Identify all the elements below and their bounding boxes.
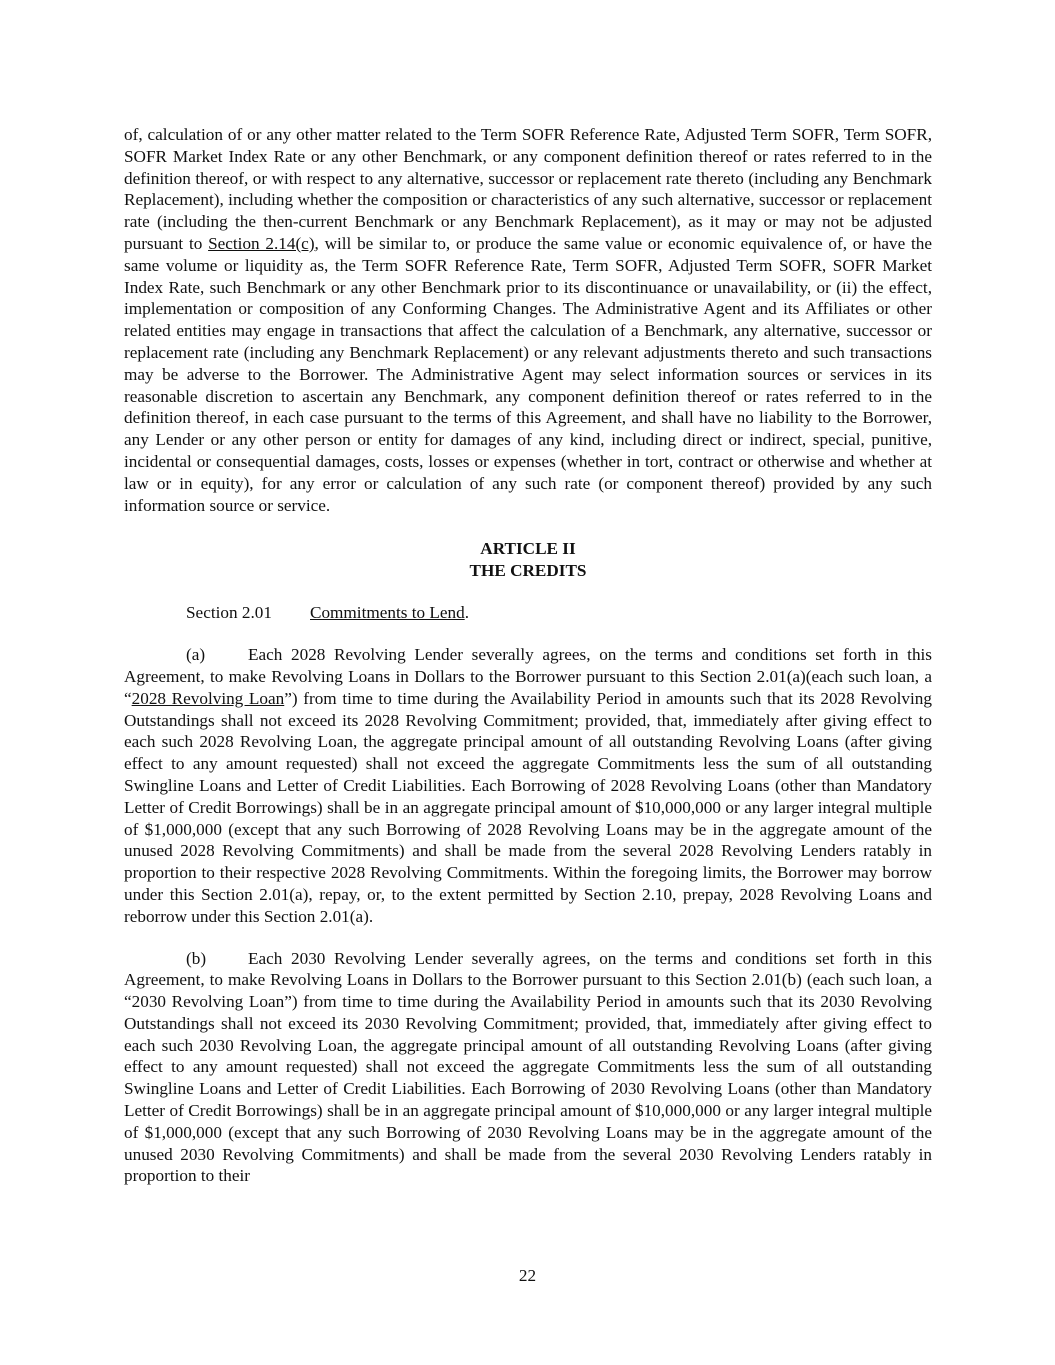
section-title-period: . (464, 603, 469, 623)
section-title: Commitments to Lend (310, 603, 465, 623)
section-2-14c-reference: Section 2.14(c) (208, 233, 315, 253)
article-number: ARTICLE II (480, 539, 576, 559)
intro-text-part2: , will be similar to, or produce the same value or economic equivalence of, or have the same volume or liquidity as, the Term SOFR Reference Rate, Term SOFR, Adjusted Term SOFR, SOFR Market Index Rate, such Benchmark or any other Benchmark prior to its discontinuance or unavailability, or (ii) the effect, implementation or composition of any Conforming Changes. The Administrative Agent and its Affiliates or other related entities may engage in transactions that affect the calculation of a Benchmark, any alternative, successor or replacement rate (including any Benchmark Replacement) or any relevant adjustments thereto and such transactions may be adverse to the Borrower. The Administrative Agent may select information sources or services in its reasonable discretion to ascertain any Benchmark, any component definition thereof or rates referred to in the definition thereof, in each case pursuant to the terms of this Agreement, and shall have no liability to the Borrower, any Lender or any other person or entity for damages of any kind, including direct or indirect, special, punitive, incidental or consequential damages, costs, losses or expenses (whether in tort, contract or otherwise and whether at law or in equity), for any error or calculation of any such rate (or component thereof) provided by any such information source or service. (124, 233, 933, 515)
clause-b-label: (b) (186, 948, 207, 968)
clause-b-text: Each 2030 Revolving Lender severally agrees, on the terms and conditions set forth in this Agreement, to make Revolving Loans in Dollars to the Borrower pursuant to this Section 2.01(b) (each such loan, a “2030 Revolving Loan”) from time to time during the Availability Period in amounts such that its 2030 Revolving Outstandings shall not exceed its 2030 Revolving Commitment; provided, that, immediately after giving effect to each such 2030 Revolving Loan, the aggregate principal amount of all outstanding Revolving Loans (after giving effect to any amount requested) shall not exceed the aggregate Commitments less the sum of all outstanding Swingline Loans and Letter of Credit Liabilities. Each Borrowing of 2030 Revolving Loans (other than Mandatory Letter of Credit Borrowings) shall be in an aggregate principal amount of $10,000,000 or any larger integral multiple of $1,000,000 (except that any such Borrowing of 2030 Revolving Loans may be in the aggregate amount of the unused 2030 Revolving Commitments) and shall be made from the several 2030 Revolving Lenders ratably in proportion to their (124, 948, 932, 1186)
section-number: Section 2.01 (186, 603, 272, 623)
page-number: 22 (518, 1266, 537, 1285)
section-heading (124, 602, 932, 624)
article-title: THE CREDITS (469, 561, 587, 581)
clause-a-paragraph (124, 644, 932, 927)
intro-paragraph (124, 124, 932, 516)
defined-term-2028-revolving-loan: 2028 Revolving Loan (131, 688, 285, 708)
clause-b-paragraph (124, 948, 932, 1188)
clause-a-label: (a) (186, 645, 206, 665)
document-page (124, 124, 932, 1187)
intro-text-part1: of, calculation of or any other matter related to the Term SOFR Reference Rate, Adjusted Term SOFR, Term SOFR, SOFR Market Index Rate or any other Benchmark, or any component definition thereof or rates referred to in the definition thereof, or with respect to any alternative, successor or replacement rate thereto (including any Benchmark Replacement), including whether the composition or characteristics of any such alternative, successor or replacement rate (including the then-current Benchmark or any Benchmark Replacement), as it may or may not be adjusted pursuant to (124, 125, 932, 253)
clause-a-text-part1: Each 2028 Revolving Lender severally agrees, on the terms and conditions set forth in this Agreement, to make Revolving Loans in Dollars to the Borrower pursuant to this Section 2.01(a)(each such loan, a “ (124, 645, 932, 708)
article-heading (124, 538, 932, 582)
clause-a-text-part2: ”) from time to time during the Availability Period in amounts such that its 2028 Revolving Outstandings shall not exceed its 2028 Revolving Commitment; provided, that, immediately after giving effect to each such 2028 Revolving Loan, the aggregate principal amount of all outstanding Revolving Loans (after giving effect to any amount requested) shall not exceed the aggregate Commitments less the sum of all outstanding Swingline Loans and Letter of Credit Liabilities. Each Borrowing of 2028 Revolving Loans (other than Mandatory Letter of Credit Borrowings) shall be in an aggregate principal amount of $10,000,000 or any larger integral multiple of $1,000,000 (except that any such Borrowing of 2028 Revolving Loans may be in the aggregate amount of the unused 2028 Revolving Commitments) and shall be made from the several 2028 Revolving Lenders ratably in proportion to their respective 2028 Revolving Commitments. Within the foregoing limits, the Borrower may borrow under this Section 2.01(a), repay, or, to the extent permitted by Section 2.10, prepay, 2028 Revolving Loans and reborrow under this Section 2.01(a). (124, 688, 932, 926)
